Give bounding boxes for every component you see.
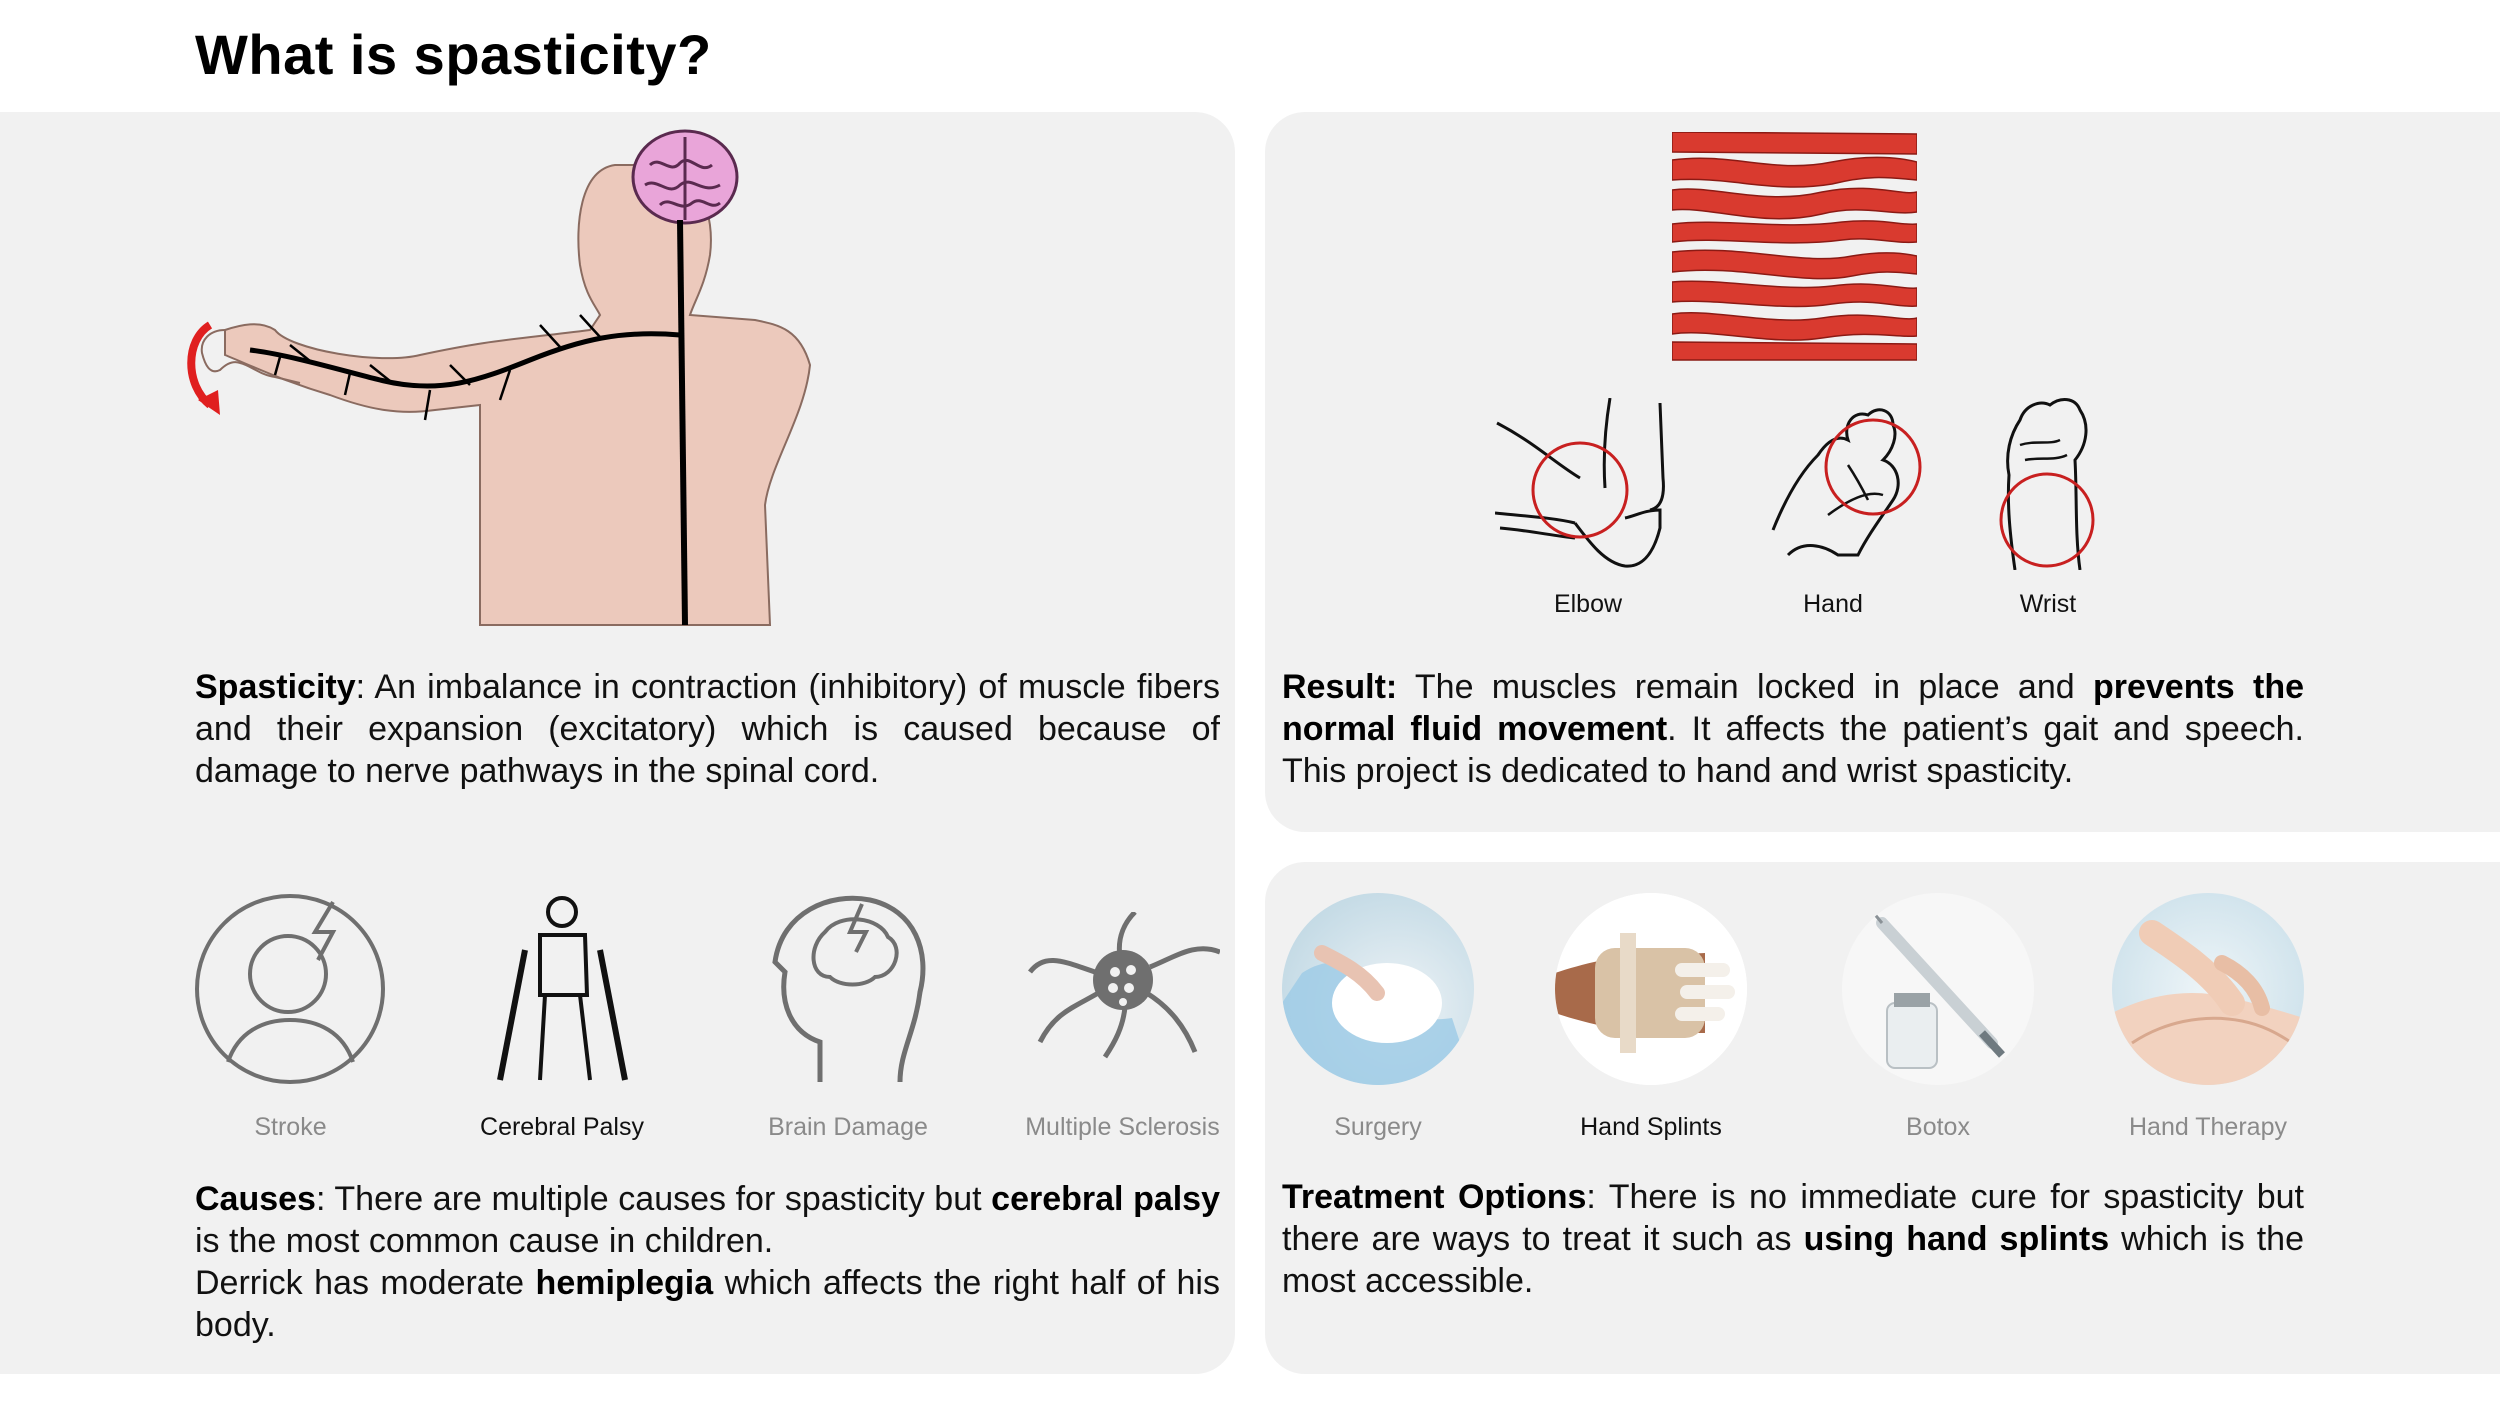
botox-image xyxy=(1842,893,2034,1085)
body-nerve-illustration xyxy=(180,125,820,630)
surgery-image xyxy=(1282,893,1474,1085)
brain-damage-label: Brain Damage xyxy=(768,1113,928,1141)
elbow-label: Elbow xyxy=(1553,590,1623,618)
hand-label: Hand xyxy=(1803,590,1863,618)
cerebral-palsy-icon xyxy=(495,890,630,1085)
multiple-sclerosis-icon xyxy=(1025,912,1220,1062)
spasticity-paragraph: Spasticity: An imbalance in contraction (inhibitory) of muscle fibers and their expansion (excitatory) which is caused because of damage to nerve pathways in the spinal cord. xyxy=(195,668,1220,790)
brain-icon xyxy=(633,131,737,223)
stroke-icon xyxy=(193,892,388,1087)
hand-therapy-image xyxy=(2112,893,2304,1085)
multiple-sclerosis-label: Multiple Sclerosis xyxy=(1025,1113,1220,1141)
botox-label: Botox xyxy=(1906,1113,1970,1141)
page-title: What is spasticity? xyxy=(195,23,712,86)
stroke-label: Stroke xyxy=(254,1113,327,1141)
elbow-icon xyxy=(1495,398,1685,573)
result-paragraph: Result: The muscles remain locked in place and prevents the normal fluid movement. It affects the patient’s gait and speech. This project is dedicated to hand and wrist spasticity. xyxy=(1282,668,2304,790)
hand-therapy-label: Hand Therapy xyxy=(2129,1113,2287,1141)
treatment-paragraph: Treatment Options: There is no immediate cure for spasticity but there are ways to treat it such as using hand splints which is the most accessible. xyxy=(1282,1178,2305,1300)
cerebral-palsy-label: Cerebral Palsy xyxy=(480,1113,644,1141)
muscle-fibers-illustration xyxy=(1672,132,1917,362)
brain-damage-icon xyxy=(770,892,930,1087)
surgery-label: Surgery xyxy=(1334,1113,1422,1141)
hand-splints-label: Hand Splints xyxy=(1580,1113,1722,1141)
hand-icon xyxy=(1768,405,1928,570)
wrist-label: Wrist xyxy=(2019,590,2077,618)
hand-splints-image xyxy=(1555,893,1747,1085)
wrist-icon xyxy=(1995,395,2105,570)
causes-paragraph: Causes: There are multiple causes for spasticity but cerebral palsy is the most common cause in children. Derrick has moderate hemiplegia which affects the right half of his body. xyxy=(195,1180,1221,1344)
